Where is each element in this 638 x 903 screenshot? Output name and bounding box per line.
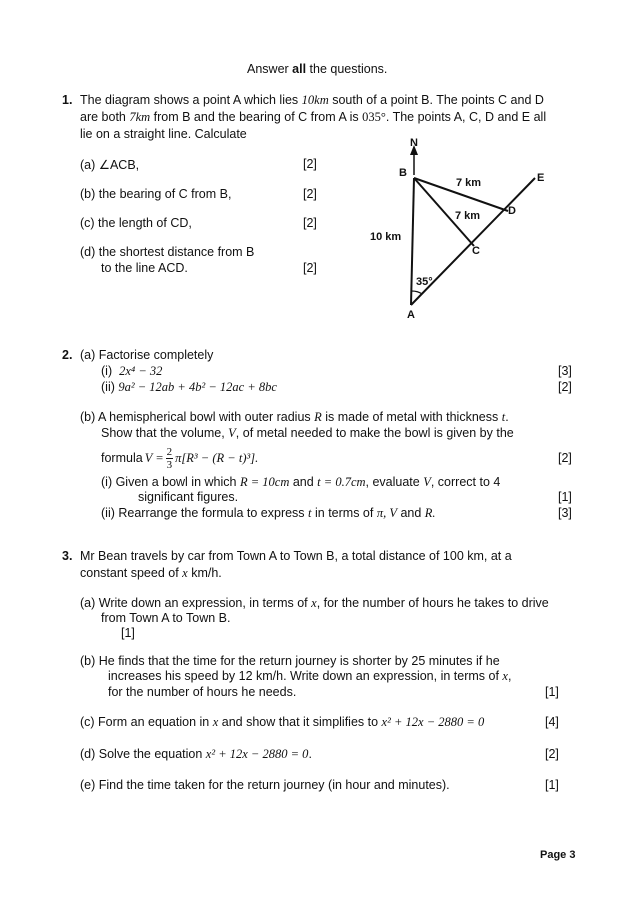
fraction-two-thirds: $\frac{2}{3}$ <box>166 445 173 471</box>
q2-a-i-marks: [3] <box>558 364 572 378</box>
q2-b-i-line1: (i) Given a bowl in which R = 10cm and t = 0.7cm, evaluate V, correct to 4 <box>101 475 501 489</box>
q1-part-d-marks: [2] <box>303 261 317 275</box>
q3-part-e-marks: [1] <box>545 778 559 792</box>
q1-part-d: (d) the shortest distance from B <box>80 245 255 259</box>
q1-part-c: (c) the length of CD, <box>80 216 192 230</box>
q3-line2: constant speed of x km/h. <box>80 566 222 580</box>
q2-a-i: (i) 2x⁴ − 32 <box>101 364 163 378</box>
q2-a-ii: (ii) 9a² − 12ab + 4b² − 12ac + 8bc <box>101 380 277 394</box>
q3-part-c: (c) Form an equation in x and show that it simplifies to x² + 12x − 2880 = 0 <box>80 715 485 729</box>
page-number: Page 3 <box>540 849 576 861</box>
q3-part-b-line1: (b) He finds that the time for the return journey is shorter by 25 minutes if he <box>80 654 500 668</box>
q2-a-ii-marks: [2] <box>558 380 572 394</box>
bearing-diagram <box>0 0 638 340</box>
label-a: A <box>407 309 415 321</box>
label-d: D <box>508 205 516 217</box>
label-angle: 35° <box>416 276 433 288</box>
q3-line1: Mr Bean travels by car from Town A to Town B, a total distance of 100 km, at a <box>80 549 512 563</box>
label-e: E <box>537 172 545 184</box>
label-c: C <box>472 245 480 257</box>
label-n: N <box>410 137 418 149</box>
q1-text-line3: lie on a straight line. Calculate <box>80 127 247 141</box>
q3-part-a-line2: from Town A to Town B. <box>101 611 231 625</box>
q1-part-c-marks: [2] <box>303 216 317 230</box>
label-ab-length: 10 km <box>370 231 402 243</box>
q1-text-line1: The diagram shows a point A which lies 10km south of a point B. The points C and D <box>80 93 544 107</box>
question-3-number: 3. <box>62 549 73 563</box>
label-bd-length: 7 km <box>456 177 482 189</box>
q3-part-b-line2: increases his speed by 12 km/h. Write down an expression, in terms of x, <box>108 669 512 683</box>
q3-part-a-line1: (a) Write down an expression, in terms of x, for the number of hours he takes to drive <box>80 596 549 610</box>
q2-part-b-line2: Show that the volume, V, of metal needed to make the bowl is given by the <box>101 426 514 440</box>
q1-part-a-marks: [2] <box>303 157 317 171</box>
line-ab <box>411 178 414 305</box>
label-b: B <box>399 167 407 179</box>
q1-part-d-line2: to the line ACD. <box>101 261 188 275</box>
q2-b-ii-marks: [3] <box>558 506 572 520</box>
q2-b-i-marks: [1] <box>558 490 572 504</box>
question-1-number: 1. <box>62 93 73 107</box>
q3-part-b-marks: [1] <box>545 685 559 699</box>
q2-part-a: (a) Factorise completely <box>80 348 214 362</box>
question-2-number: 2. <box>62 348 73 362</box>
q3-part-d-marks: [2] <box>545 747 559 761</box>
q2-b-marks: [2] <box>558 451 572 465</box>
q1-part-a: (a) ∠ACB, <box>80 158 140 172</box>
q3-part-d: (d) Solve the equation x² + 12x − 2880 = 0. <box>80 747 312 761</box>
label-bc-length: 7 km <box>455 210 481 222</box>
q1-part-b: (b) the bearing of C from B, <box>80 187 232 201</box>
angle-arc <box>412 291 423 294</box>
q1-part-b-marks: [2] <box>303 187 317 201</box>
q2-part-b-formula: formula V = $\frac{2}{3}$ π[R³ − (R − t)³]. <box>101 445 259 471</box>
q2-b-ii: (ii) Rearrange the formula to express t in terms of π, V and R. <box>101 506 436 520</box>
q3-part-c-marks: [4] <box>545 715 559 729</box>
q3-part-e: (e) Find the time taken for the return journey (in hour and minutes). <box>80 778 450 792</box>
q2-b-i-line2: significant figures. <box>138 490 239 504</box>
q2-part-b-line1: (b) A hemispherical bowl with outer radius R is made of metal with thickness t. <box>80 410 509 424</box>
instruction-header: Answer all the questions. <box>247 62 388 76</box>
q1-text-line2: are both 7km from B and the bearing of C from A is 035°. The points A, C, D and E all <box>80 110 547 124</box>
q3-part-a-marks: [1] <box>121 626 135 640</box>
q3-part-b-line3: for the number of hours he needs. <box>108 685 297 699</box>
